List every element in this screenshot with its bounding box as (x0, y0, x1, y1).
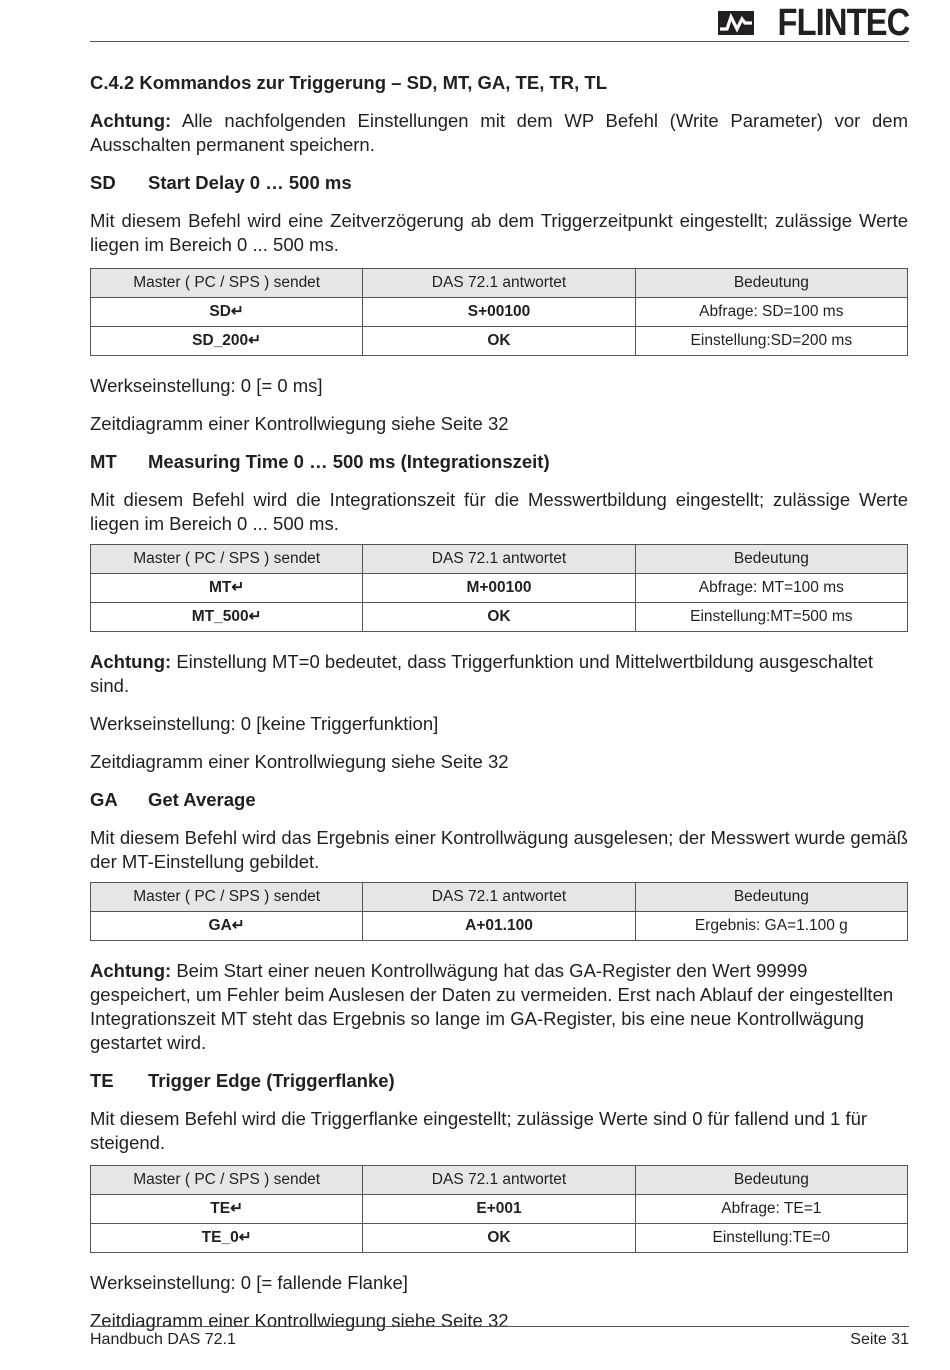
cmd-cell: TE_0↵ (91, 1224, 363, 1253)
cmd-cell: TE↵ (91, 1195, 363, 1224)
sd-code: SD (90, 172, 116, 193)
cmd-cell: GA↵ (91, 912, 363, 941)
header-meaning: Bedeutung (635, 545, 907, 574)
sd-heading (90, 171, 908, 195)
mt-note-label: Achtung: (90, 651, 172, 672)
ga-title: Get Average (148, 789, 256, 810)
mt-title: Measuring Time 0 … 500 ms (Integrationszeit) (148, 451, 550, 472)
ga-description: Mit diesem Befehl wird das Ergebnis einer Kontrollwägung ausgelesen; der Messwert wurde gemäß der MT-Einstellung gebildet. (90, 827, 908, 872)
meaning-cell: Abfrage: MT=100 ms (635, 574, 907, 603)
flintec-logo (718, 2, 909, 44)
meaning-cell: Abfrage: TE=1 (635, 1195, 907, 1224)
footer-manual-title: Handbuch DAS 72.1 (90, 1331, 236, 1348)
intro-text: Alle nachfolgenden Einstellungen mit dem WP Befehl (Write Parameter) vor dem Ausschalten permanent speichern. (90, 110, 908, 155)
resp-cell: E+001 (363, 1195, 635, 1224)
resp-cell: OK (363, 1224, 635, 1253)
resp-cell: S+00100 (363, 298, 635, 327)
mt-table-header (91, 545, 908, 574)
ga-code: GA (90, 789, 118, 810)
resp-cell: OK (363, 327, 635, 356)
header-sender: Master ( PC / SPS ) sendet (91, 883, 363, 912)
cmd-cell: SD_200↵ (91, 327, 363, 356)
table-row (91, 1224, 908, 1253)
table-row (91, 574, 908, 603)
table-row (91, 327, 908, 356)
ga-table (90, 882, 908, 941)
header-meaning: Bedeutung (635, 269, 907, 298)
section-title: C.4.2 Kommandos zur Triggerung – SD, MT, GA, TE, TR, TL (90, 72, 608, 93)
header-response: DAS 72.1 antwortet (363, 269, 635, 298)
te-description: Mit diesem Befehl wird die Triggerflanke eingestellt; zulässige Werte sind 0 für fallend und 1 für steigend. (90, 1108, 868, 1153)
mt-heading (90, 450, 908, 474)
meaning-cell: Ergebnis: GA=1.100 g (635, 912, 907, 941)
logo-text: FLINTEC (777, 2, 909, 44)
mt-reference: Zeitdiagramm einer Kontrollwiegung siehe Seite 32 (90, 751, 509, 772)
mt-note-text: Einstellung MT=0 bedeutet, dass Triggerfunktion und Mittelwertbildung ausgeschaltet sind. (90, 651, 874, 696)
table-row (91, 298, 908, 327)
sd-default: Werkseinstellung: 0 [= 0 ms] (90, 375, 323, 396)
te-reference: Zeitdiagramm einer Kontrollwiegung siehe Seite 32 (90, 1310, 509, 1331)
header-meaning: Bedeutung (635, 1166, 907, 1195)
resp-cell: OK (363, 603, 635, 632)
resp-cell: A+01.100 (363, 912, 635, 941)
ga-note-label: Achtung: (90, 960, 172, 981)
te-table (90, 1165, 908, 1253)
meaning-cell: Abfrage: SD=100 ms (635, 298, 907, 327)
te-default: Werkseinstellung: 0 [= fallende Flanke] (90, 1272, 408, 1293)
ga-note (90, 959, 908, 1055)
header-rule (90, 41, 909, 42)
te-heading (90, 1069, 908, 1093)
header-response: DAS 72.1 antwortet (363, 1166, 635, 1195)
table-row (91, 603, 908, 632)
cmd-cell: MT_500↵ (91, 603, 363, 632)
table-row (91, 1195, 908, 1224)
page-footer (90, 1331, 909, 1349)
mt-code: MT (90, 451, 117, 472)
table-row (91, 912, 908, 941)
ga-table-header (91, 883, 908, 912)
intro-label: Achtung: (90, 110, 172, 131)
page-content (90, 71, 908, 1333)
intro-paragraph (90, 109, 908, 157)
mt-note (90, 650, 908, 698)
header-response: DAS 72.1 antwortet (363, 883, 635, 912)
resp-cell: M+00100 (363, 574, 635, 603)
te-title: Trigger Edge (Triggerflanke) (148, 1070, 395, 1091)
sd-table-header (91, 269, 908, 298)
header-sender: Master ( PC / SPS ) sendet (91, 269, 363, 298)
mt-default: Werkseinstellung: 0 [keine Triggerfunktion] (90, 713, 439, 734)
meaning-cell: Einstellung:MT=500 ms (635, 603, 907, 632)
sd-reference: Zeitdiagramm einer Kontrollwiegung siehe Seite 32 (90, 413, 509, 434)
te-table-header (91, 1166, 908, 1195)
header-meaning: Bedeutung (635, 883, 907, 912)
header-response: DAS 72.1 antwortet (363, 545, 635, 574)
ga-heading (90, 788, 908, 812)
footer-page-number: Seite 31 (850, 1331, 909, 1348)
sd-table (90, 268, 908, 356)
header-sender: Master ( PC / SPS ) sendet (91, 1166, 363, 1195)
header-sender: Master ( PC / SPS ) sendet (91, 545, 363, 574)
mt-table (90, 544, 908, 632)
footer-rule (90, 1326, 909, 1327)
ga-note-text: Beim Start einer neuen Kontrollwägung hat das GA-Register den Wert 99999 gespeichert, um Fehler beim Auslesen der Daten zu vermeiden. Erst nach Ablauf der eingestellten Integrationszeit MT steht das Ergebnis so lange im GA-Register, bis eine neue Kontrollwägung gestartet wird. (90, 960, 894, 1053)
cmd-cell: MT↵ (91, 574, 363, 603)
te-code: TE (90, 1070, 114, 1091)
sd-description: Mit diesem Befehl wird eine Zeitverzögerung ab dem Triggerzeitpunkt eingestellt; zulässige Werte liegen im Bereich 0 ... 500 ms. (90, 210, 908, 255)
flintec-logo-icon (718, 9, 754, 37)
meaning-cell: Einstellung:SD=200 ms (635, 327, 907, 356)
mt-description: Mit diesem Befehl wird die Integrationszeit für die Messwertbildung eingestellt; zulässige Werte liegen im Bereich 0 ... 500 ms. (90, 489, 908, 534)
sd-title: Start Delay 0 … 500 ms (148, 172, 352, 193)
cmd-cell: SD↵ (91, 298, 363, 327)
meaning-cell: Einstellung:TE=0 (635, 1224, 907, 1253)
